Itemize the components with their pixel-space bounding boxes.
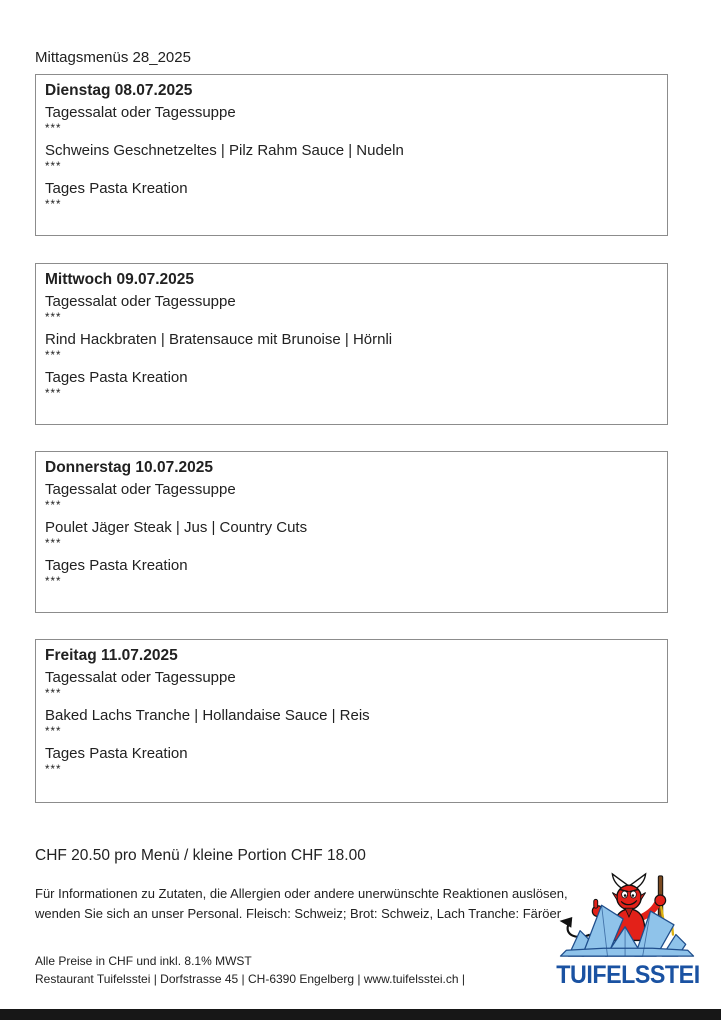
page-title: Mittagsmenüs 28_2025 bbox=[35, 49, 191, 66]
main-dish-line: Rind Hackbraten | Bratensauce mit Brunoise | Hörnli bbox=[45, 331, 393, 348]
pasta-line: Tages Pasta Kreation bbox=[45, 745, 188, 762]
starter-line: Tagessalat oder Tagessuppe bbox=[45, 481, 236, 498]
day-header: Dienstag 08.07.2025 bbox=[45, 82, 193, 99]
separator-stars: *** bbox=[45, 726, 62, 738]
separator-stars: *** bbox=[45, 500, 62, 512]
day-header: Freitag 11.07.2025 bbox=[45, 647, 178, 664]
logo-wordmark: TUIFELSSTEI bbox=[556, 961, 700, 989]
menu-day-card-donnerstag bbox=[35, 451, 668, 613]
starter-line: Tagessalat oder Tagessuppe bbox=[45, 293, 236, 310]
separator-stars: *** bbox=[45, 576, 62, 588]
separator-stars: *** bbox=[45, 350, 62, 362]
separator-stars: *** bbox=[45, 123, 62, 135]
restaurant-logo bbox=[543, 872, 713, 990]
separator-stars: *** bbox=[45, 388, 62, 400]
menu-day-card-mittwoch bbox=[35, 263, 668, 425]
starter-line: Tagessalat oder Tagessuppe bbox=[45, 669, 236, 686]
allergy-info-text: Für Informationen zu Zutaten, die Allergien oder andere unerwünschte Reaktionen auslösen, wenden Sie sich an unser Personal. Fleisch: Schweiz; Brot: Schweiz, Lach Tranche: Färöer bbox=[35, 886, 568, 921]
main-dish-line: Baked Lachs Tranche | Hollandaise Sauce | Reis bbox=[45, 707, 370, 724]
pricing-line: CHF 20.50 pro Menü / kleine Portion CHF 18.00 bbox=[35, 847, 366, 864]
separator-stars: *** bbox=[45, 199, 62, 211]
separator-stars: *** bbox=[45, 312, 62, 324]
separator-stars: *** bbox=[45, 161, 62, 173]
pasta-line: Tages Pasta Kreation bbox=[45, 180, 188, 197]
main-dish-line: Schweins Geschnetzeltes | Pilz Rahm Sauce | Nudeln bbox=[45, 142, 404, 159]
footer-contact-line: Restaurant Tuifelsstei | Dorfstrasse 45 | CH-6390 Engelberg | www.tuifelsstei.ch | bbox=[35, 972, 465, 986]
separator-stars: *** bbox=[45, 538, 62, 550]
separator-stars: *** bbox=[45, 688, 62, 700]
day-header: Mittwoch 09.07.2025 bbox=[45, 271, 195, 288]
pasta-line: Tages Pasta Kreation bbox=[45, 557, 188, 574]
separator-stars: *** bbox=[45, 764, 62, 776]
day-header: Donnerstag 10.07.2025 bbox=[45, 459, 214, 476]
footer-vat-line: Alle Preise in CHF und inkl. 8.1% MWST bbox=[35, 954, 252, 968]
main-dish-line: Poulet Jäger Steak | Jus | Country Cuts bbox=[45, 519, 308, 536]
page-bottom-edge bbox=[0, 1009, 721, 1020]
footer bbox=[35, 952, 465, 988]
menu-day-card-freitag bbox=[35, 639, 668, 803]
devil-crystal-icon bbox=[544, 872, 712, 960]
menu-day-card-dienstag bbox=[35, 74, 668, 236]
starter-line: Tagessalat oder Tagessuppe bbox=[45, 104, 236, 121]
pasta-line: Tages Pasta Kreation bbox=[45, 369, 188, 386]
